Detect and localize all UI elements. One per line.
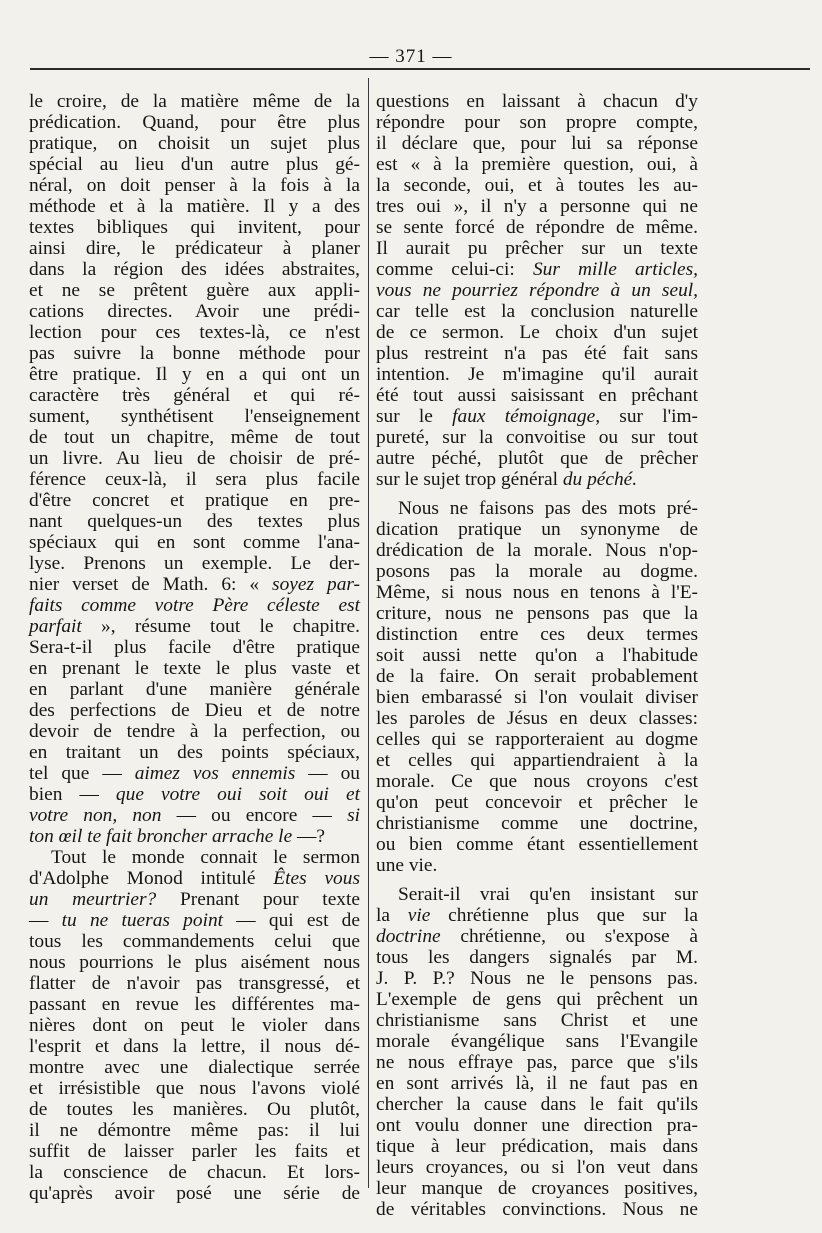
text-line: chercher la cause dans le fait qu'ils — [376, 1094, 698, 1115]
right-column — [376, 91, 698, 1220]
text-line: il ne démontre même pas: il lui — [29, 1120, 360, 1141]
text-line: ainsi dire, le prédicateur à planer — [29, 238, 360, 259]
text-line: tel que — aimez vos ennemis — ou — [29, 763, 360, 784]
text-line: répondre pour son propre compte, — [376, 112, 698, 133]
text-line: d'Adolphe Monod intitulé Êtes vous — [29, 868, 360, 889]
text-line: soit aussi nette qu'on a l'habitude — [376, 645, 698, 666]
text-line: dans la région des idées abstraites, — [29, 259, 360, 280]
text-line: lection pour ces textes-là, ce n'est — [29, 322, 360, 343]
text-line: bien — que votre oui soit oui et — [29, 784, 360, 805]
text-line: comme celui-ci: Sur mille articles, — [376, 259, 698, 280]
text-line: sur le sujet trop général du péché. — [376, 469, 638, 490]
text-line: Il aurait pu prêcher sur un texte — [376, 238, 698, 259]
text-line: dication pratique un synonyme de — [376, 519, 698, 540]
text-line: vous ne pourriez répondre à un seul, — [376, 280, 698, 301]
text-line: de la faire. On serait probablement — [376, 666, 698, 687]
text-line: cations directes. Avoir une prédi- — [29, 301, 360, 322]
text-line: nières dont on peut le violer dans — [29, 1015, 360, 1036]
text-line: ne nous effraye pas, parce que s'ils — [376, 1052, 698, 1073]
text-line: d'être concret et pratique en pre- — [29, 490, 360, 511]
text-line: christianisme comme une doctrine, — [376, 813, 698, 834]
text-line: tres oui », il n'y a personne qui ne — [376, 196, 698, 217]
text-line: morale. Ce que nous croyons c'est — [376, 771, 698, 792]
text-line: pureté, sur la convoitise ou sur tout — [376, 427, 698, 448]
text-line: distinction entre ces deux termes — [376, 624, 698, 645]
text-line: nous pourrions le plus aisément nous — [29, 952, 360, 973]
text-line: christianisme sans Christ et une — [376, 1010, 698, 1031]
column-rule — [368, 78, 369, 1188]
text-line: intention. Je m'imagine qu'il aurait — [376, 364, 698, 385]
text-line: pas suivre la bonne méthode pour — [29, 343, 360, 364]
text-line: l'esprit et dans la lettre, il nous dé- — [29, 1036, 360, 1057]
text-line: flatter de n'avoir pas transgressé, et — [29, 973, 360, 994]
text-line: de ce sermon. Le choix d'un sujet — [376, 322, 698, 343]
text-line: un livre. Au lieu de choisir de pré- — [29, 448, 360, 469]
text-line: nant quelques-un des textes plus — [29, 511, 360, 532]
text-line: été tout aussi saisissant en prêchant — [376, 385, 698, 406]
text-line: drédication de la morale. Nous n'op- — [376, 540, 698, 561]
text-line: Même, si nous nous en tenons à l'E- — [376, 582, 698, 603]
text-line: un meurtrier? Prenant pour texte — [29, 889, 360, 910]
text-line: le croire, de la matière même de la — [29, 91, 360, 112]
text-line: J. P. P.? Nous ne le pensons pas. — [376, 968, 698, 989]
text-line: bien embarassé si l'on voulait diviser — [376, 687, 698, 708]
text-line: posons pas la morale au dogme. — [376, 561, 698, 582]
text-line: et celles qui appartiendraient à la — [376, 750, 698, 771]
text-line: qu'on peut concevoir et prêcher le — [376, 792, 698, 813]
text-line: celles qui se rapporteraient au dogme — [376, 729, 698, 750]
text-line: Tout le monde connait le sermon — [51, 847, 360, 868]
text-line: férence ceux-là, il sera plus facile — [29, 469, 360, 490]
text-line: ont voulu donner une direction pra- — [376, 1115, 698, 1136]
text-line: ou bien comme étant essentiellement — [376, 834, 698, 855]
text-line: lyse. Prenons un exemple. Le der- — [29, 553, 360, 574]
text-line: faits comme votre Père céleste est — [29, 595, 360, 616]
text-line: sur le faux témoignage, sur l'im- — [376, 406, 699, 427]
text-line: des perfections de Dieu et de notre — [29, 700, 360, 721]
text-line: passant en revue les différentes ma- — [29, 994, 360, 1015]
text-line: devoir de tendre à la perfection, ou — [29, 721, 360, 742]
text-line: caractère très général et qui ré- — [29, 385, 360, 406]
text-line: se sente forcé de répondre de même. — [376, 217, 698, 238]
text-line: questions en laissant à chacun d'y — [376, 91, 698, 112]
text-line: néral, on doit penser à la fois à la — [29, 175, 360, 196]
text-line: tous les dangers signalés par M. — [376, 947, 698, 968]
header-rule — [30, 68, 810, 70]
text-line: qu'après avoir posé une série de — [29, 1183, 360, 1204]
text-line: Serait-il vrai qu'en insistant sur — [398, 884, 698, 905]
text-line: en prenant le texte le plus vaste et — [29, 658, 360, 679]
text-line: de toutes les manières. Ou plutôt, — [29, 1099, 360, 1120]
text-line: une vie. — [376, 855, 438, 876]
text-line: tous les commandements celui que — [29, 931, 360, 952]
text-line: car telle est la conclusion naturelle — [376, 301, 698, 322]
text-line: morale évangélique sans l'Evangile — [376, 1031, 698, 1052]
text-line: sument, synthétisent l'enseignement — [29, 406, 360, 427]
text-line: montre avec une dialectique serrée — [29, 1057, 360, 1078]
page-number: — 371 — — [369, 46, 453, 67]
text-line: votre non, non — ou encore — si — [29, 805, 360, 826]
text-line: ton œil te fait broncher arrache le —? — [29, 826, 326, 847]
text-line: leurs croyances, ou si l'on veut dans — [376, 1157, 698, 1178]
text-line: suffit de laisser parler les faits et — [29, 1141, 360, 1162]
text-line: prédication. Quand, pour être plus — [29, 112, 360, 133]
text-line: il déclare que, pour lui sa réponse — [376, 133, 698, 154]
text-line: en parlant d'une manière générale — [29, 679, 360, 700]
text-line: de véritables convinctions. Nous ne — [376, 1199, 698, 1220]
text-line: la vie chrétienne plus que sur la — [376, 905, 699, 926]
text-line: pratique, on choisit un sujet plus — [29, 133, 360, 154]
text-line: — tu ne tueras point — qui est de — [29, 910, 360, 931]
text-line: méthode et à la matière. Il y a des — [29, 196, 360, 217]
text-line: spéciaux qui en sont comme l'ana- — [29, 532, 360, 553]
text-line: spécial au lieu d'un autre plus gé- — [29, 154, 360, 175]
text-line: Sera-t-il plus facile d'être pratique — [29, 637, 360, 658]
text-line: et irrésistible que nous l'avons violé — [29, 1078, 360, 1099]
text-line: les paroles de Jésus en deux classes: — [376, 708, 698, 729]
left-column — [29, 91, 360, 1204]
text-line: leur manque de croyances positives, — [376, 1178, 698, 1199]
text-line: de tout un chapitre, même de tout — [29, 427, 360, 448]
text-line: nier verset de Math. 6: « soyez par- — [29, 574, 361, 595]
text-line: en traitant un des points spéciaux, — [29, 742, 360, 763]
text-line: en sont arrivés là, il ne faut pas en — [376, 1073, 698, 1094]
text-line: être pratique. Il y en a qui ont un — [29, 364, 360, 385]
text-line: Nous ne faisons pas des mots pré- — [398, 498, 698, 519]
text-line: doctrine chrétienne, ou s'expose à — [376, 926, 698, 947]
text-line: est « à la première question, oui, à — [376, 154, 698, 175]
text-line: criture, nous ne pensons pas que la — [376, 603, 698, 624]
text-line: parfait », résume tout le chapitre. — [29, 616, 360, 637]
text-line: L'exemple de gens qui prêchent un — [376, 989, 698, 1010]
text-line: textes bibliques qui invitent, pour — [29, 217, 360, 238]
text-line: plus restreint n'a pas été fait sans — [376, 343, 698, 364]
text-line: et ne se prêtent guère aux appli- — [29, 280, 360, 301]
text-line: la conscience de chacun. Et lors- — [29, 1162, 360, 1183]
text-line: autre péché, plutôt que de prêcher — [376, 448, 698, 469]
text-line: tique à leur prédication, mais dans — [376, 1136, 698, 1157]
text-line: la seconde, oui, et à toutes les au- — [376, 175, 698, 196]
